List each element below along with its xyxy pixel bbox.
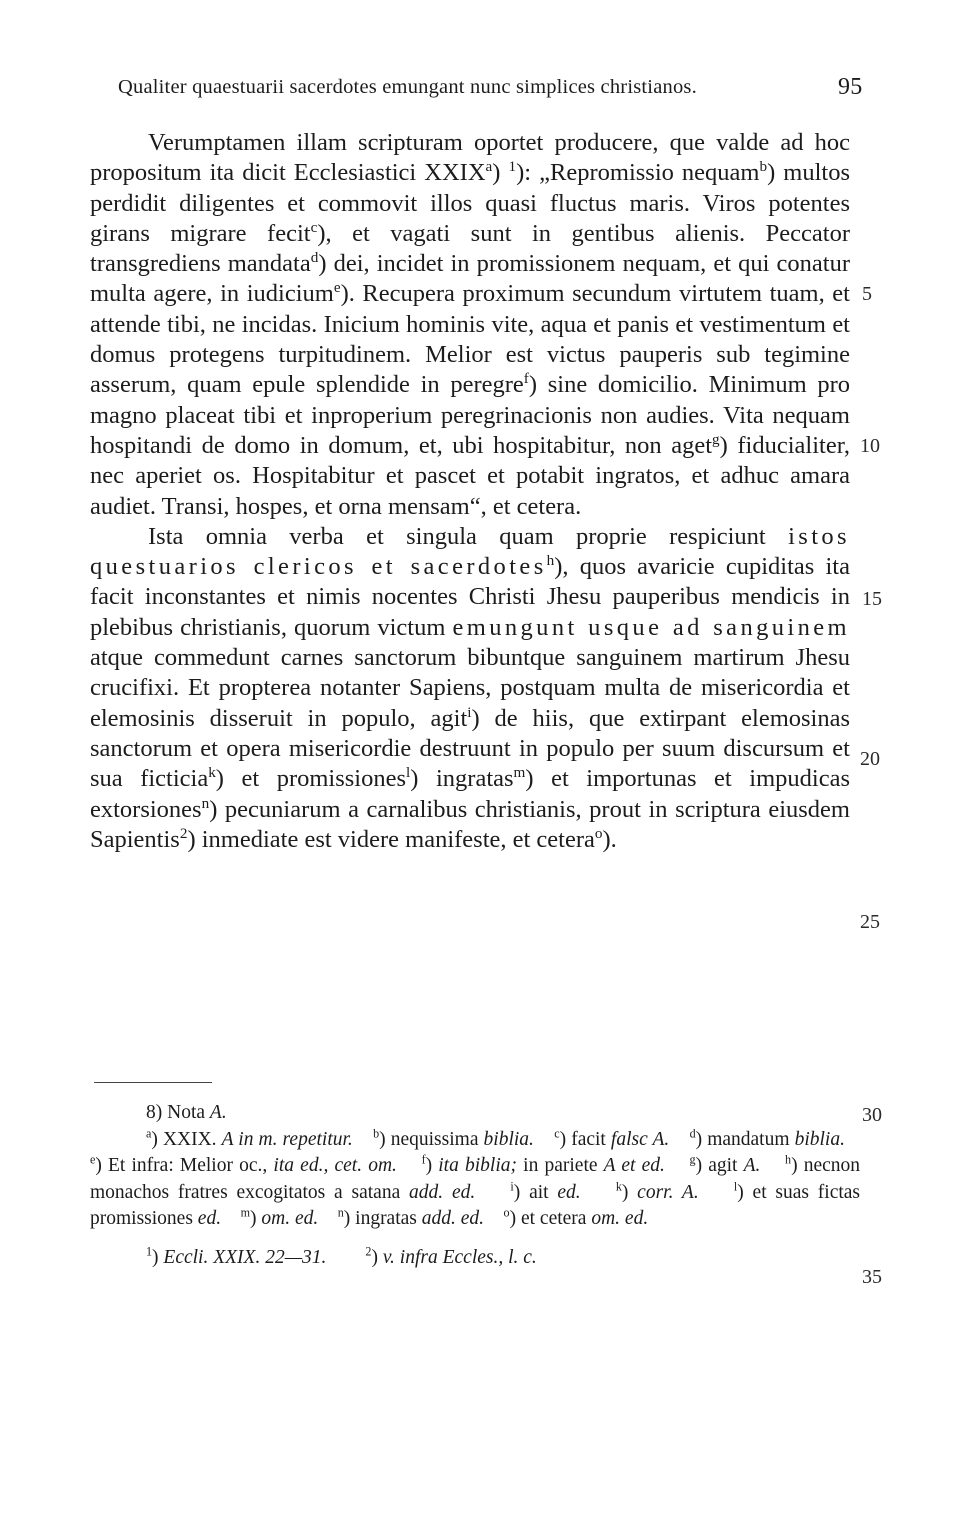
note-text: in pariete <box>517 1155 604 1176</box>
footnote-ref: 2 <box>179 824 188 842</box>
text-run: dei, incidet in promissionem nequam, et qui conatur multa agere, in iudicium <box>90 250 851 308</box>
source-notes <box>90 1245 860 1272</box>
note-italic: v. infra Eccles., l. c. <box>382 1246 537 1268</box>
footnote-divider <box>94 1082 212 1083</box>
note-italic: ita biblia; <box>438 1155 517 1176</box>
note-text: ) mandatum <box>695 1128 795 1150</box>
note-siglum: A. <box>209 1102 227 1123</box>
footnote-ref: d <box>310 249 319 267</box>
text-run: ) <box>209 795 218 823</box>
text-run: ) <box>767 159 776 187</box>
line-number-35: 35 <box>862 1266 882 1288</box>
footnote-ref: b <box>759 158 768 176</box>
text-run: ) <box>719 431 728 459</box>
spaced-emphasis: emungunt usque ad sanguinem <box>452 613 850 641</box>
text-run: . <box>610 825 617 853</box>
text-run: Verumptamen illam scripturam oportet producere, que valde ad hoc propositum ita dicit Ecclesiastici XXIX <box>90 129 850 187</box>
footnote-ref: i <box>467 703 472 721</box>
text-run: ingratas <box>418 765 514 793</box>
line-number-15: 15 <box>862 588 882 610</box>
note-marker: c <box>554 1126 560 1140</box>
note-italic: om. ed. <box>591 1208 649 1229</box>
note-text: ) nequissima <box>379 1128 484 1150</box>
note-marker: 1 <box>146 1244 153 1258</box>
note-text: ) <box>152 1246 164 1268</box>
note-text: ) Et infra: Melior oc., <box>95 1155 274 1176</box>
note-marker: o <box>503 1205 510 1220</box>
running-header <box>118 76 880 99</box>
note-text: ) et suas fictas promissiones <box>90 1181 861 1229</box>
note-italic: biblia. <box>794 1128 845 1150</box>
note-italic: add. ed. <box>409 1181 476 1203</box>
note-marker: e <box>90 1152 96 1167</box>
running-title: Qualiter quaestuarii sacerdotes emungant nunc simplices christianos. <box>118 76 697 98</box>
note-italic: Eccli. XXIX. 22—31. <box>163 1246 327 1268</box>
footnote-ref: k <box>208 764 216 782</box>
note-italic: A in m. repetitur. <box>221 1128 353 1150</box>
spaced-emphasis: istos questuarios clericos et sacerdotes <box>90 522 850 581</box>
text-run: atque commedunt carnes sanctorum bibuntque sanguinem martirum Jhesu crucifixi. Et propterea notanter Sapiens, postquam multa de misericordia et elemosinis disseruit in populo, agit <box>90 644 850 732</box>
note-italic: A et ed. <box>603 1155 665 1176</box>
text-run: ) <box>317 219 326 247</box>
main-text <box>90 128 850 855</box>
text-run: ) <box>525 765 534 793</box>
note-italic: biblia. <box>483 1128 534 1150</box>
text-run: ) <box>340 280 349 308</box>
line-number-25: 25 <box>860 911 880 933</box>
text-run: et importunas et impudicas extorsiones <box>90 765 850 823</box>
text-run: ) <box>471 704 480 732</box>
text-run: et promissiones <box>223 765 407 793</box>
text-run: pecuniarum a carnalibus christianis, prout in scriptura eiusdem Sapientis <box>90 795 850 853</box>
note-italic: corr. A. <box>637 1181 699 1203</box>
footnote-ref: l <box>406 764 411 782</box>
footnote-ref: c <box>310 218 318 236</box>
note-italic: ita ed., cet. om. <box>273 1155 397 1176</box>
note-text: ) et cetera <box>509 1208 592 1229</box>
note-text: ) agit <box>695 1155 744 1176</box>
footnote-ref: n <box>201 794 210 812</box>
note-text: 8) Nota <box>146 1102 210 1123</box>
note-italic: add. ed. <box>421 1208 485 1229</box>
text-run: Ista omnia verba et singula quam proprie respiciunt <box>148 522 789 550</box>
note-italic: ed. <box>197 1208 222 1229</box>
note-marker: n <box>337 1205 344 1220</box>
text-run: ) <box>554 553 563 581</box>
footnotes <box>90 1100 860 1271</box>
note-marker: g <box>689 1152 696 1167</box>
text-run: de hiis, que extirpant elemosinas sanctorum et opera misericordie destruunt in populo per suum discursum et sua ficticia <box>90 704 850 793</box>
note-text: ) necnon monachos fratres excogitatos a satana <box>90 1155 861 1203</box>
footnote-ref: m <box>513 764 526 782</box>
text-run: fiducialiter, nec aperiet os. Hospitabitur et pascet et potabit ingratos, et adhuc amara audiet. Transi, hospes, et orna mensam“, et cetera. <box>90 431 850 520</box>
footnote-ref: e <box>333 279 341 297</box>
page-number: 95 <box>838 74 863 100</box>
text-run: ) <box>215 765 224 793</box>
note-marker: m <box>240 1205 250 1220</box>
note-marker: f <box>421 1152 426 1167</box>
text-run: : „Repromissio nequam <box>524 159 760 187</box>
footnote-ref: o <box>594 824 603 842</box>
note-marker: l <box>733 1179 738 1193</box>
footnote-ref: a <box>485 158 493 176</box>
note-marker: d <box>689 1126 696 1140</box>
line-number-10: 10 <box>860 435 880 457</box>
text-run: ) <box>602 825 611 853</box>
text-run: ) <box>410 765 419 793</box>
note-text: ) <box>425 1155 439 1176</box>
text-run: sine domicilio. Minimum pro magno placeat tibi et inproperium peregrinacionis non audies. Vita nequam hospitandi de domo in domum, et, ubi hospitabitur, non aget <box>90 371 850 459</box>
line-number-30: 30 <box>862 1104 882 1126</box>
footnote-ref: f <box>523 370 529 388</box>
text-run: ) <box>492 159 501 187</box>
text-run: inmediate est videre manifeste, et cetera <box>195 825 595 853</box>
note-text: ) facit <box>559 1128 611 1150</box>
footnote-ref: h <box>546 552 555 569</box>
note-marker: k <box>615 1179 622 1193</box>
note-text: ) ait <box>513 1181 558 1203</box>
text-run: . Recupera proximum secundum virtutem tuam, et attende tibi, ne incidas. Inicium hominis vite, aqua et panis et vestimentum et domus protegens turpitudinem. Melior est victus pauperis sub tegimine asserum, quam epule splendide in peregre <box>90 280 850 399</box>
text-run: ) <box>528 371 538 399</box>
note-italic: ed. <box>557 1181 581 1203</box>
paragraph-2 <box>90 522 850 855</box>
line-number-20: 20 <box>860 748 880 770</box>
note-italic: om. ed. <box>261 1208 319 1229</box>
footnote-ref: 1 <box>508 158 517 176</box>
text-run: , et vagati sunt in gentibus alienis. Peccator transgrediens mandata <box>90 219 850 278</box>
note-marginal <box>90 1100 860 1127</box>
text-run: , quos avaricie cupiditas ita facit inconstantes et nimis nocentes Christi Jhesu pauperibus mendicis in plebibus christianis, quorum victum <box>90 553 850 641</box>
note-text: ) XXIX. <box>151 1128 222 1150</box>
note-text: ) <box>371 1246 383 1268</box>
note-marker: i <box>510 1179 514 1193</box>
text-run: ) <box>318 250 327 278</box>
note-marker: 2 <box>365 1244 372 1258</box>
text-run: ) <box>187 825 196 853</box>
note-italic: falsc A. <box>610 1128 670 1150</box>
note-text: ) ingratas <box>343 1208 422 1229</box>
paragraph-1 <box>90 128 850 522</box>
note-text: ) <box>249 1208 262 1229</box>
note-marker: a <box>146 1126 152 1140</box>
note-marker: b <box>373 1126 380 1140</box>
text-run: ) <box>516 159 525 187</box>
note-text: ) <box>621 1181 638 1203</box>
apparatus-notes <box>90 1127 860 1233</box>
note-marker: h <box>785 1152 792 1167</box>
note-italic: A. <box>743 1155 761 1176</box>
text-run: multos perdidit diligentes et commovit illos quasi fluctus maris. Viros potentes girans migrare fecit <box>90 159 851 247</box>
line-number-5: 5 <box>862 283 872 305</box>
footnote-ref: g <box>712 430 720 448</box>
